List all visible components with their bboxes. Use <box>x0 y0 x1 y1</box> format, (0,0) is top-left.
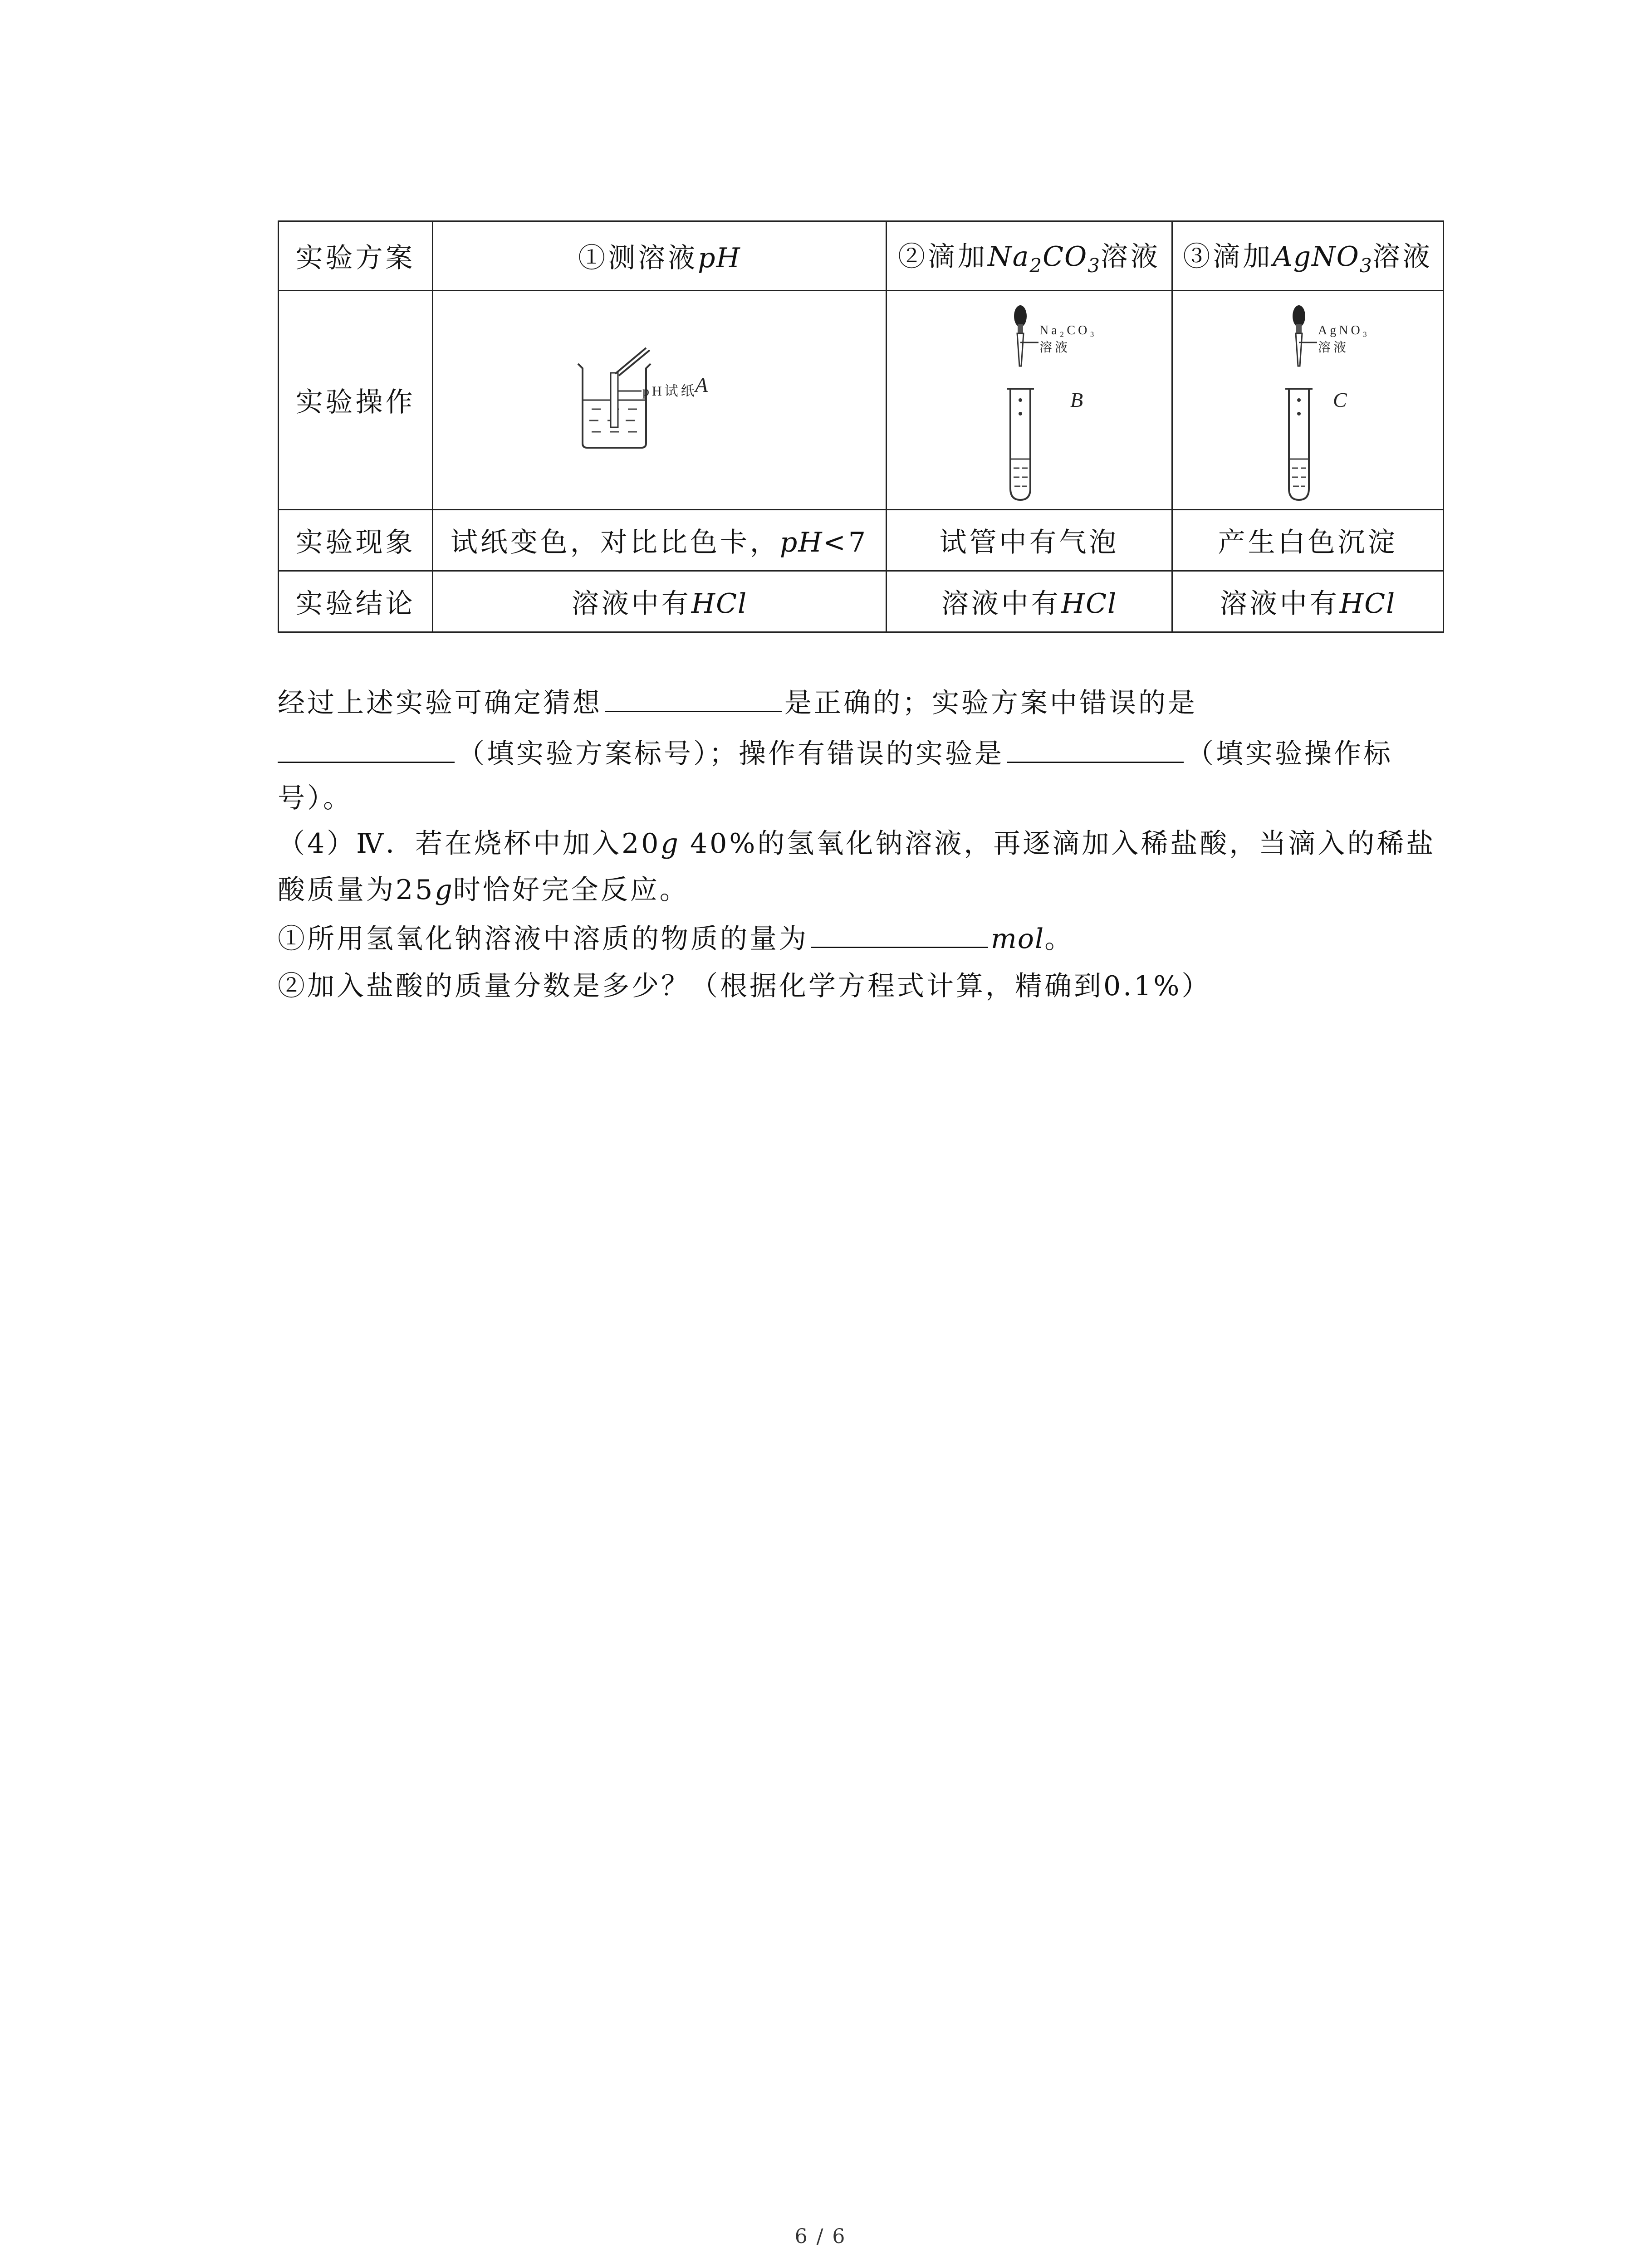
formula-sub: 3 <box>1087 254 1101 277</box>
table-row-scheme <box>279 221 1444 291</box>
question-line-7: ②加入盐酸的质量分数是多少？（根据化学方程式计算，精确到0.1%） <box>278 970 1211 1002</box>
reagent-label-line2: 溶液 <box>1039 341 1070 355</box>
conclusion-var: HCl <box>1061 588 1117 620</box>
dropper-test-tube-c-figure <box>1222 298 1394 502</box>
dropper-test-tube-b-figure <box>943 298 1116 502</box>
reagent-label-line1: Na₂CO₃ <box>1039 323 1097 337</box>
conclusion-text: 溶液中有 <box>1220 588 1340 620</box>
question-line-1 <box>278 680 1448 726</box>
conclusion-var: HCl <box>1339 588 1396 620</box>
mass-unit: g <box>661 828 679 860</box>
scheme-2-suffix: 溶液 <box>1100 241 1161 273</box>
phenomenon-1-text: 试纸变色，对比比色卡， <box>450 527 780 558</box>
line-text: 是正确的；实验方案中错误的是 <box>784 687 1197 719</box>
conclusion-2 <box>887 571 1172 632</box>
scheme-1-header <box>433 221 887 291</box>
row-label-phenomenon: 实验现象 <box>279 510 433 571</box>
scheme-3-header <box>1172 221 1444 291</box>
row-label-operation: 实验操作 <box>279 291 433 510</box>
line-text: 时恰好完全反应。 <box>453 874 689 906</box>
question-line-5 <box>278 867 1448 913</box>
percent-value: 40% <box>679 828 758 860</box>
formula-part: AgNO <box>1273 241 1360 273</box>
scheme-2-formula <box>988 241 1101 277</box>
line-text: 的氢氧化钠溶液，再逐滴加入稀盐酸，当滴入的稀盐 <box>757 828 1436 860</box>
conclusion-1 <box>433 571 887 632</box>
table-row-conclusion <box>279 571 1444 632</box>
table-row-phenomenon <box>279 510 1444 571</box>
mass-value: 20 <box>622 828 661 860</box>
figure-c-letter: C <box>1332 388 1350 411</box>
figure-a-cell <box>433 291 887 510</box>
question-line-2 <box>278 731 1448 777</box>
answer-blank-mol[interactable] <box>811 919 988 948</box>
formula-sub: 2 <box>1029 254 1043 277</box>
answer-blank-guess[interactable] <box>605 684 782 712</box>
experiment-table <box>278 220 1444 633</box>
question-line-3: 号）。 <box>278 782 353 814</box>
scheme-2-text: ②滴加 <box>898 241 988 273</box>
formula-sub: 3 <box>1359 254 1373 277</box>
phenomenon-2: 试管中有气泡 <box>887 510 1172 571</box>
mol-unit: mol <box>991 923 1045 955</box>
line-text: ①所用氢氧化钠溶液中溶质的物质的量为 <box>278 923 808 955</box>
phenomenon-1-var: pH <box>779 527 823 558</box>
scheme-1-text: ①测溶液 <box>578 242 698 274</box>
scheme-2-header <box>887 221 1172 291</box>
figure-c-cell <box>1172 291 1444 510</box>
beaker-ph-paper-figure <box>564 346 755 455</box>
figure-a-letter: A <box>695 373 710 396</box>
table-row-operation <box>279 291 1444 510</box>
phenomenon-1 <box>433 510 887 571</box>
reagent-label-line1: AgNO₃ <box>1318 323 1370 337</box>
scheme-3-text: ③滴加 <box>1183 241 1273 273</box>
ph-paper-label: pH试纸 <box>642 384 697 399</box>
question-line-6 <box>278 916 1448 962</box>
phenomenon-3: 产生白色沉淀 <box>1172 510 1444 571</box>
figure-b-cell <box>887 291 1172 510</box>
answer-blank-operation[interactable] <box>1007 734 1184 763</box>
line-text: （填实验方案标号）；操作有错误的实验是 <box>457 738 1004 770</box>
conclusion-text: 溶液中有 <box>941 588 1061 620</box>
conclusion-var: HCl <box>691 588 748 620</box>
formula-part: CO <box>1043 241 1088 273</box>
row-label-conclusion: 实验结论 <box>279 571 433 632</box>
line-text: （4）Ⅳ．若在烧杯中加入 <box>278 828 622 860</box>
question-line-4 <box>278 821 1448 866</box>
figure-b-letter: B <box>1070 388 1086 411</box>
scheme-1-var: pH <box>698 242 741 274</box>
page-number: 6 / 6 <box>794 2225 847 2248</box>
line-text: 经过上述实验可确定猜想 <box>278 687 602 719</box>
formula-part: Na <box>988 241 1030 273</box>
reagent-label-line2: 溶液 <box>1318 341 1349 355</box>
mass-unit: g <box>435 874 453 906</box>
line-text: 。 <box>1044 923 1074 955</box>
line-text: （填实验操作标 <box>1186 738 1393 770</box>
scheme-3-formula <box>1273 241 1373 277</box>
answer-blank-scheme[interactable] <box>278 734 455 763</box>
conclusion-text: 溶液中有 <box>571 588 691 620</box>
mass-value: 25 <box>396 874 435 906</box>
conclusion-3 <box>1172 571 1444 632</box>
line-text: 酸质量为 <box>278 874 396 906</box>
phenomenon-1-suffix: <7 <box>823 527 869 558</box>
scheme-3-suffix: 溶液 <box>1372 241 1433 273</box>
row-label-scheme: 实验方案 <box>279 221 433 291</box>
